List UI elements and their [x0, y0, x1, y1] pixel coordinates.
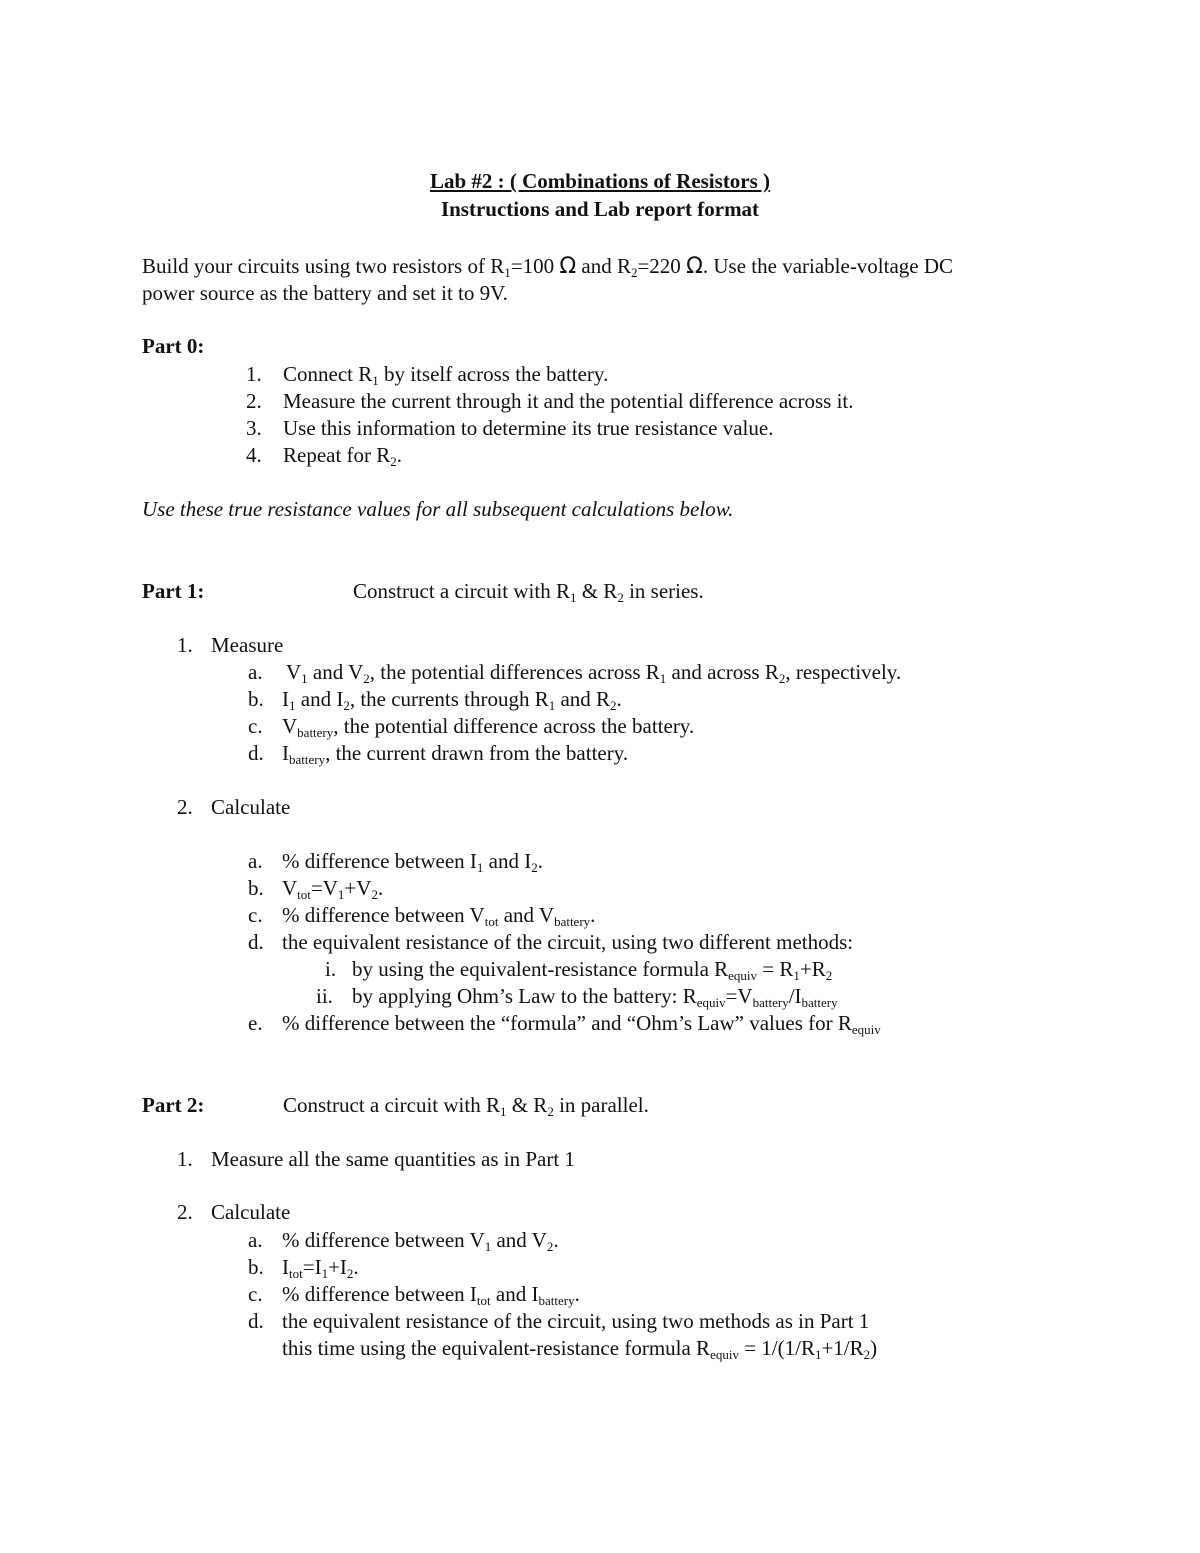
part1-measure-a-letter: a.	[248, 660, 263, 684]
part1-measure-b-letter: b.	[248, 687, 264, 711]
part1-calc-d-i-numeral: i.	[325, 957, 337, 981]
part2-measure-label: Measure all the same quantities as in Part 1	[211, 1147, 575, 1171]
part2-calc-number: 2.	[177, 1200, 193, 1224]
part1-calc-d-i: by using the equivalent-resistance formula $R_{equiv} = R_1+R_2$	[352, 957, 833, 983]
part2-measure-number: 1.	[177, 1147, 193, 1171]
part1-calc-d-letter: d.	[248, 930, 264, 954]
part1-calc-b-letter: b.	[248, 876, 264, 900]
part1-measure-b: $I_1$ and $I_2$, the currents through $R_1$ and $R_2$.	[282, 687, 622, 713]
part0-item-1-number: 1.	[246, 362, 262, 386]
part2-calc-d-letter: d.	[248, 1309, 264, 1333]
part2-calc-d: the equivalent resistance of the circuit, using two methods as in Part 1	[282, 1309, 870, 1333]
part1-measure-c: $V_{battery}$, the potential difference across the battery.	[282, 714, 695, 740]
part1-measure-label: Measure	[211, 633, 284, 657]
part1-measure-number: 1.	[177, 633, 193, 657]
part1-calc-a: % difference between $I_1$ and $I_2$.	[282, 849, 543, 875]
page-title: Lab #2 : ( Combinations of Resistors )	[429, 169, 771, 193]
part1-measure-a: $V_1$ and $V_2$, the potential differences across $R_1$ and across $R_2$, respectively.	[286, 660, 902, 686]
part1-measure-d-letter: d.	[248, 741, 264, 765]
part0-item-3-number: 3.	[246, 416, 262, 440]
part1-calc-c: % difference between $V_{tot}$ and $V_{battery}$.	[282, 903, 596, 929]
part1-calc-b: $V_{tot}=V_1+V_2$.	[282, 876, 384, 902]
part1-measure-c-letter: c.	[248, 714, 263, 738]
part1-calc-e-letter: e.	[248, 1011, 263, 1035]
intro-line-1: Build your circuits using two resistors of $R_1=100$ Ω and $R_2=220$ Ω. Use the variable-voltage DC	[142, 254, 954, 280]
part2-calc-c-letter: c.	[248, 1282, 263, 1306]
part2-calc-label: Calculate	[211, 1200, 291, 1224]
part1-description: Construct a circuit with $R_1$ & $R_2$ in series.	[353, 579, 704, 605]
ohm-symbol: Ω	[559, 254, 577, 279]
part0-item-4-number: 4.	[246, 443, 262, 467]
part1-measure-d: $I_{battery}$, the current drawn from the battery.	[282, 741, 629, 767]
part1-calc-d-ii: by applying Ohm’s Law to the battery: $R_{equiv}=V_{battery}/I_{battery}$	[352, 984, 838, 1010]
part1-calc-d-ii-numeral: ii.	[316, 984, 333, 1008]
page-subtitle: Instructions and Lab report format	[440, 197, 760, 221]
part1-calc-label: Calculate	[211, 795, 291, 819]
ohm-symbol: Ω	[686, 254, 703, 279]
part1-calc-number: 2.	[177, 795, 193, 819]
part0-item-1: Connect $R_1$ by itself across the battery.	[283, 362, 609, 388]
part2-heading: Part 2:	[142, 1093, 205, 1117]
part2-calc-d-continued: this time using the equivalent-resistance formula $R_{equiv} = 1/(1/R_1+1/R_2)$	[282, 1336, 878, 1362]
part0-item-3: Use this information to determine its true resistance value.	[283, 416, 774, 440]
part2-description: Construct a circuit with $R_1$ & $R_2$ in parallel.	[283, 1093, 649, 1119]
part0-item-4: Repeat for $R_2$.	[283, 443, 403, 469]
part0-item-2-number: 2.	[246, 389, 262, 413]
part1-calc-c-letter: c.	[248, 903, 263, 927]
part0-item-2: Measure the current through it and the potential difference across it.	[283, 389, 854, 413]
part2-calc-b: $I_{tot}=I_1+I_2$.	[282, 1255, 359, 1281]
part1-heading: Part 1:	[142, 579, 205, 603]
part1-calc-a-letter: a.	[248, 849, 263, 873]
part2-calc-b-letter: b.	[248, 1255, 264, 1279]
part2-calc-c: % difference between $I_{tot}$ and $I_{battery}$.	[282, 1282, 580, 1308]
part0-note: Use these true resistance values for all subsequent calculations below.	[142, 497, 734, 521]
intro-line-2: power source as the battery and set it to 9V.	[142, 281, 508, 305]
part2-calc-a-letter: a.	[248, 1228, 263, 1252]
part1-calc-d: the equivalent resistance of the circuit, using two different methods:	[282, 930, 854, 954]
part2-calc-a: % difference between $V_1$ and $V_2$.	[282, 1228, 559, 1254]
part1-calc-e: % difference between the “formula” and “Ohm’s Law” values for $R_{equiv}$	[282, 1011, 881, 1037]
part0-heading: Part 0:	[142, 334, 205, 358]
